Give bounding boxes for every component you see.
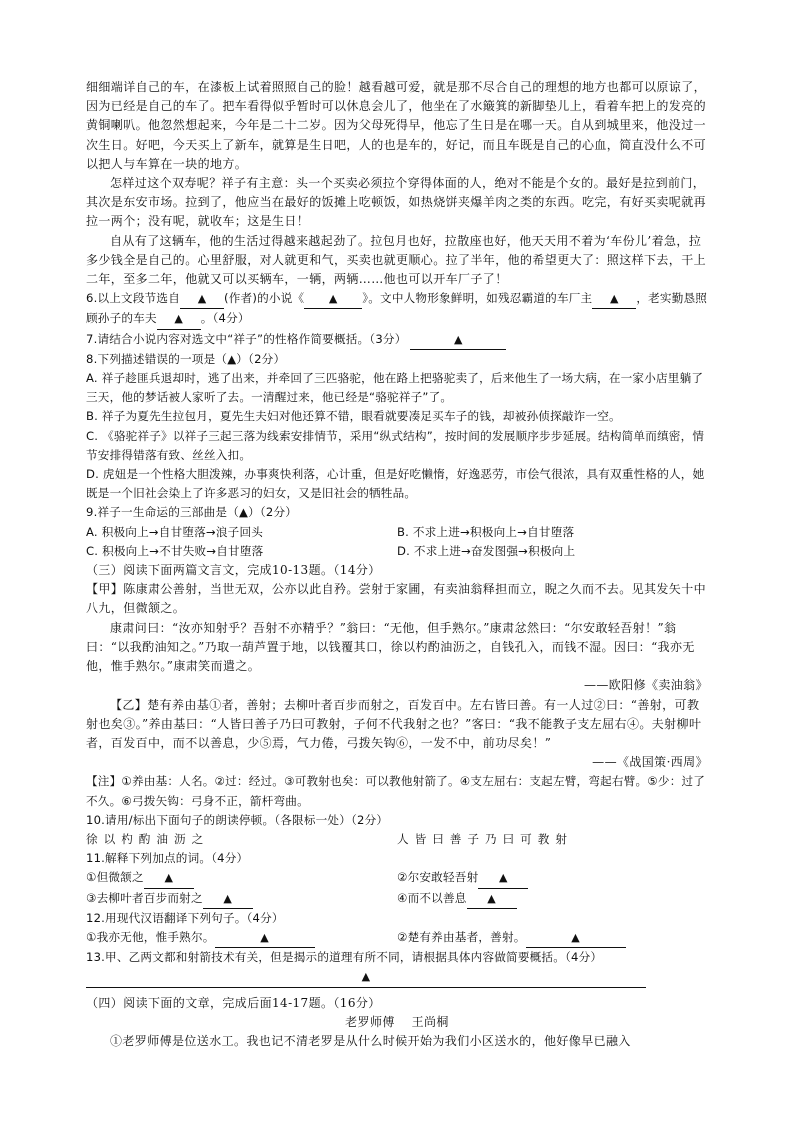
annotation-note: 【注】①养由基：人名。②过：经过。③可教射也矣：可以教他射箭了。④支左屈右：支起左臂，弯起右臂。⑤少：过了不久。⑥弓拨矢钩：弓身不正，箭杆弯曲。 bbox=[86, 774, 706, 808]
question-11-blank-2[interactable] bbox=[478, 868, 528, 888]
question-9-option-d: D. 不求上进→奋发图强→积极向上 bbox=[397, 543, 576, 558]
question-12-item-2 bbox=[397, 928, 708, 948]
question-12-blank-1[interactable] bbox=[215, 928, 315, 948]
question-12-item-1-text: ①我亦无他，惟手熟尔。 bbox=[86, 929, 215, 944]
question-12-stem: 12.用现代汉语翻译下列句子。（4分） bbox=[86, 910, 284, 925]
question-8-option-a: A. 祥子趁匪兵退却时，逃了出来，并牵回了三匹骆驼，他在路上把骆驼卖了，后来他生了一场大病，在一家小店里躺了三天，他的梦话被人家听了去。一清醒过来，他已经是“骆驼祥子”了。 bbox=[86, 371, 704, 405]
q6-part-a: 6.以上文段节选自 bbox=[86, 291, 181, 306]
question-10-sentence-1[interactable]: 徐以杓酌油沥之 bbox=[86, 831, 210, 846]
question-9-options-row-2 bbox=[86, 542, 708, 561]
question-11-blank-4[interactable] bbox=[467, 889, 517, 909]
article-paragraph-1: ①老罗师傅是位送水工。我也记不清老罗是从什么时候开始为我们小区送水的，他好像早已融入 bbox=[110, 1033, 631, 1048]
passage-paragraph-1: 细细端详自己的车，在漆板上试着照照自己的脸！越看越可爱，就是那不尽合自己的理想的地方也都可以原谅了，因为已经是自己的车了。把车看得似乎暂时可以休息会儿了，他坐在了水簸箕的新脚垫儿上，看着车把上的发亮的黄铜喇叭。他忽然想起来，今年是二十二岁。因为父母死得早，他忘了生日是在哪一天。自从到城里来，他没过一次生日。好吧，今天买上了新车，就算是生日吧，人的也是车的，好记，而且车既是自己的心血，简直没什么不可以把人与车算在一块的地方。 bbox=[86, 80, 707, 171]
triangle-marker: ▲ bbox=[361, 970, 371, 984]
question-11-blank-3[interactable] bbox=[203, 889, 253, 909]
article-author: 王尚桐 bbox=[411, 1014, 449, 1029]
q7-answer-blank[interactable] bbox=[410, 330, 506, 350]
question-6 bbox=[86, 289, 708, 329]
triangle-marker: ▲ bbox=[260, 930, 269, 944]
question-8-option-d: D. 虎妞是一个性格大胆泼辣，办事爽快利落，心计重，但是好吃懒惰，好逸恶劳，市侩气很浓，具有双重性格的人，她既是一个旧社会染上了许多恶习的妇女，又是旧社会的牺牲品。 bbox=[86, 467, 705, 501]
question-11-item-4 bbox=[397, 889, 708, 909]
q6-blank-title[interactable] bbox=[304, 289, 362, 309]
question-8-option-c: C. 《骆驼祥子》以祥子三起三落为线索安排情节，采用“纵式结构”，按时间的发展顺序步步延展。结构简单而缜密，情节安排得错落有致、丝丝入扣。 bbox=[86, 428, 705, 462]
question-13-stem: 13.甲、乙两文都和射箭技术有关，但是揭示的道理有所不同，请根据具体内容做简要概括。（4分） bbox=[86, 950, 603, 965]
triangle-marker: ▲ bbox=[487, 891, 496, 905]
triangle-marker: ▲ bbox=[454, 332, 463, 346]
question-9-stem: 9.祥子一生命运的三部曲是（▲）（2分） bbox=[86, 505, 298, 520]
question-9-option-a: A. 积极向上→自甘堕落→浪子回头 bbox=[86, 524, 264, 539]
text-yi-source: ——《战国策·西周》 bbox=[592, 755, 708, 770]
question-11-blank-1[interactable] bbox=[144, 868, 194, 888]
question-11-row-2 bbox=[86, 889, 708, 909]
question-9-option-c: C. 积极向上→不甘失败→自甘堕落 bbox=[86, 543, 264, 558]
question-13-answer-line[interactable] bbox=[86, 967, 646, 987]
triangle-marker: ▲ bbox=[328, 292, 338, 306]
triangle-marker: ▲ bbox=[499, 871, 508, 885]
q6-part-d: ，老实勤恳照顾孙子的车夫 bbox=[86, 291, 708, 326]
q6-part-e: 。（4分） bbox=[200, 311, 250, 326]
triangle-marker: ▲ bbox=[197, 292, 207, 306]
question-8-option-b: B. 祥子为夏先生拉包月，夏先生夫妇对他还算不错，眼看就要凑足买车子的钱，却被孙侦探敲诈一空。 bbox=[86, 409, 621, 424]
question-9-options-row-1 bbox=[86, 523, 708, 542]
question-10-sentences bbox=[86, 830, 708, 849]
triangle-marker: ▲ bbox=[223, 891, 233, 905]
question-10-sentence-2[interactable]: 人皆曰善子乃曰可教射 bbox=[397, 831, 573, 846]
passage-paragraph-3: 自从有了这辆车，他的生活过得越来越起劲了。拉包月也好，拉散座也好，他天天用不着为‘车份儿’着急，拉多少钱全是自己的。心里舒服，对人就更和气，买卖也就更顺心。拉了半年，他的希望更大了：照这样下去，干上二年，至多二年，他就又可以买辆车，一辆，两辆……他也可以开车厂子了！ bbox=[86, 233, 707, 287]
triangle-marker: ▲ bbox=[571, 930, 580, 944]
triangle-marker: ▲ bbox=[609, 292, 619, 306]
article-title: 老罗师傅 bbox=[345, 1014, 395, 1029]
passage-paragraph-2: 怎样过这个双寿呢？祥子有主意：头一个买卖必须拉个穿得体面的人，绝对不能是个女的。最好是拉到前门，其次是东安市场。拉到了，他应当在最好的饭摊上吃顿饭，如热烧饼夹爆羊肉之类的东西。吃完，有好买卖呢就再拉一两个；没有呢，就收车；这是生日！ bbox=[86, 176, 707, 229]
question-12-item-1 bbox=[86, 928, 397, 948]
question-12-row bbox=[86, 928, 708, 948]
triangle-marker: ▲ bbox=[174, 312, 184, 326]
question-11-stem: 11.解释下列加点的词。（4分） bbox=[86, 851, 249, 866]
q6-blank-driver[interactable] bbox=[157, 309, 201, 329]
article-heading bbox=[86, 1013, 708, 1032]
q6-blank-owner[interactable] bbox=[592, 289, 636, 309]
triangle-marker: ▲ bbox=[164, 871, 174, 885]
question-11-item-3-text: ③去柳叶者百步而射之 bbox=[86, 890, 203, 905]
question-8-stem: 8.下列描述错误的一项是（▲）（2分） bbox=[86, 351, 286, 366]
question-10-stem: 10.请用/标出下面句子的朗读停顿。（各限标一处）（2分） bbox=[86, 812, 389, 827]
q6-part-c: 》。文中人物形象鲜明，如残忍霸道的车厂主 bbox=[362, 291, 593, 306]
question-11-item-1 bbox=[86, 868, 397, 888]
text-jia-source: ——欧阳修《卖油翁》 bbox=[583, 678, 708, 693]
q6-blank-author[interactable] bbox=[180, 289, 224, 309]
question-11-item-2 bbox=[397, 868, 708, 888]
text-jia-paragraph-2: 康肃问曰：“汝亦知射乎？吾射不亦精乎？”翁曰：“无他，但手熟尔。”康肃忿然曰：“尔安敢轻吾射！”翁曰：“以我酌油知之。”乃取一葫芦置于地，以钱覆其口，徐以杓酌油沥之，自钱孔入，而钱不湿。因曰：“我亦无他，惟手熟尔。”康肃笑而遣之。 bbox=[86, 620, 695, 674]
question-11-item-2-text: ②尔安敢轻吾射 bbox=[397, 870, 479, 885]
section-4-title: （四）阅读下面的文章，完成后面14-17题。（16分） bbox=[86, 995, 381, 1010]
question-12-blank-2[interactable] bbox=[526, 928, 626, 948]
q6-part-b: (作者)的小说《 bbox=[224, 291, 305, 306]
text-yi-paragraph: 【乙】楚有养由基①者，善射；去柳叶者百步而射之，百发百中。左右皆曰善。有一人过②曰：“善射，可教射也矣③。”养由基曰：“人皆曰善子乃曰可教射，子何不代我射之也？”客曰：“我不能教子支左屈右④。夫射柳叶者，百发百中，而不以善息，少⑤焉，气力倦，弓拨矢钩⑥，一发不中，前功尽矣！” bbox=[86, 697, 702, 750]
page-content bbox=[86, 78, 708, 1051]
question-11-item-4-text: ④而不以善息 bbox=[397, 890, 467, 905]
question-12-item-2-text: ②楚有养由基者，善射。 bbox=[397, 929, 526, 944]
q7-stem: 7.请结合小说内容对选文中“祥子”的性格作简要概括。（3分） bbox=[86, 331, 407, 346]
question-11-item-3 bbox=[86, 889, 397, 909]
question-11-row-1 bbox=[86, 868, 708, 888]
section-3-title: （三）阅读下面两篇文言文，完成10-13题。（14分） bbox=[86, 563, 381, 578]
question-9-option-b: B. 不求上进→积极向上→自甘堕落 bbox=[397, 524, 575, 539]
question-11-item-1-text: ①但微颔之 bbox=[86, 870, 144, 885]
question-7 bbox=[86, 330, 708, 350]
text-jia-paragraph-1: 【甲】陈康肃公善射，当世无双，公亦以此自矜。尝射于家圃，有卖油翁释担而立，睨之久而不去。见其发矢十中八九，但微颔之。 bbox=[86, 582, 707, 616]
